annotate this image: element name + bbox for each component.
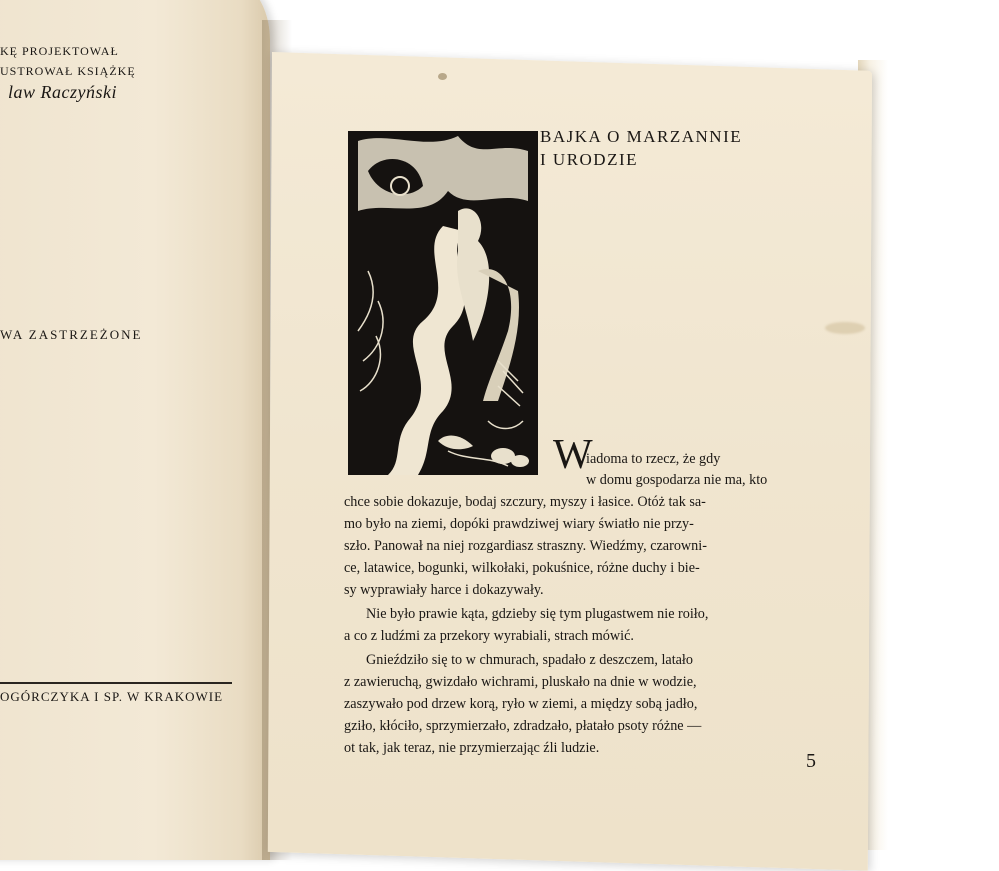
printer-rule (0, 682, 232, 684)
illustrator-signature: law Raczyński (8, 82, 117, 102)
text-line-14: ot tak, jak teraz, nie przymierzając źli ludzie. (344, 740, 600, 756)
text-line-5: szło. Panował na niej rozgardiasz straszny. Wiedźmy, czarowni- (344, 538, 707, 554)
credit-line-illustrated: USTROWAŁ KSIĄŻKĘ (0, 64, 136, 78)
page-number: 5 (806, 750, 816, 772)
text-line-7: sy wyprawiały harce i dokazywały. (344, 582, 544, 598)
text-line-9: a co z ludźmi za przekory wyrabiali, strach mówić. (344, 628, 634, 644)
rights-reserved: WA ZASTRZEŻONE (0, 327, 143, 342)
story-title (540, 125, 742, 171)
printer-imprint: OGÓRCZYKA I SP. W KRAKOWIE (0, 689, 224, 704)
page-stain (825, 322, 865, 334)
credit-line-designed: KĘ PROJEKTOWAŁ (0, 44, 119, 58)
text-line-10: Gnieździło się to w chmurach, spadało z deszczem, latało (366, 652, 693, 668)
left-page (0, 0, 270, 860)
text-line-2: w domu gospodarza nie ma, kto (586, 472, 768, 488)
drop-cap: W (553, 432, 593, 478)
text-line-11: z zawieruchą, gwizdało wichrami, pluskało na dnie w wodzie, (344, 674, 697, 690)
text-line-3: chce sobie dokazuje, bodaj szczury, myszy i łasice. Otóż tak sa- (344, 494, 706, 510)
woodcut-illustration (348, 131, 538, 475)
text-line-1: iadoma to rzecz, że gdy (586, 451, 721, 467)
text-line-13: gziło, kłóciło, sprzymierzało, zdradzało, płatało psoty różne — (344, 718, 702, 734)
title-line-1: BAJKA O MARZANNIE (540, 127, 743, 146)
page-hole (438, 73, 447, 80)
title-line-2: I URODZIE (540, 150, 639, 169)
text-line-12: zaszywało pod drzew korą, ryło w ziemi, a między sobą jadło, (344, 696, 698, 712)
text-line-8: Nie było prawie kąta, gdzieby się tym plugastwem nie roiło, (366, 606, 709, 622)
text-line-6: ce, latawice, bogunki, wilkołaki, pokuśnice, różne duchy i bie- (344, 560, 700, 576)
woodcut-illustration-icon (348, 131, 538, 475)
text-line-4: mo było na ziemi, dopóki prawdziwej wiary światło nie przy- (344, 516, 694, 532)
